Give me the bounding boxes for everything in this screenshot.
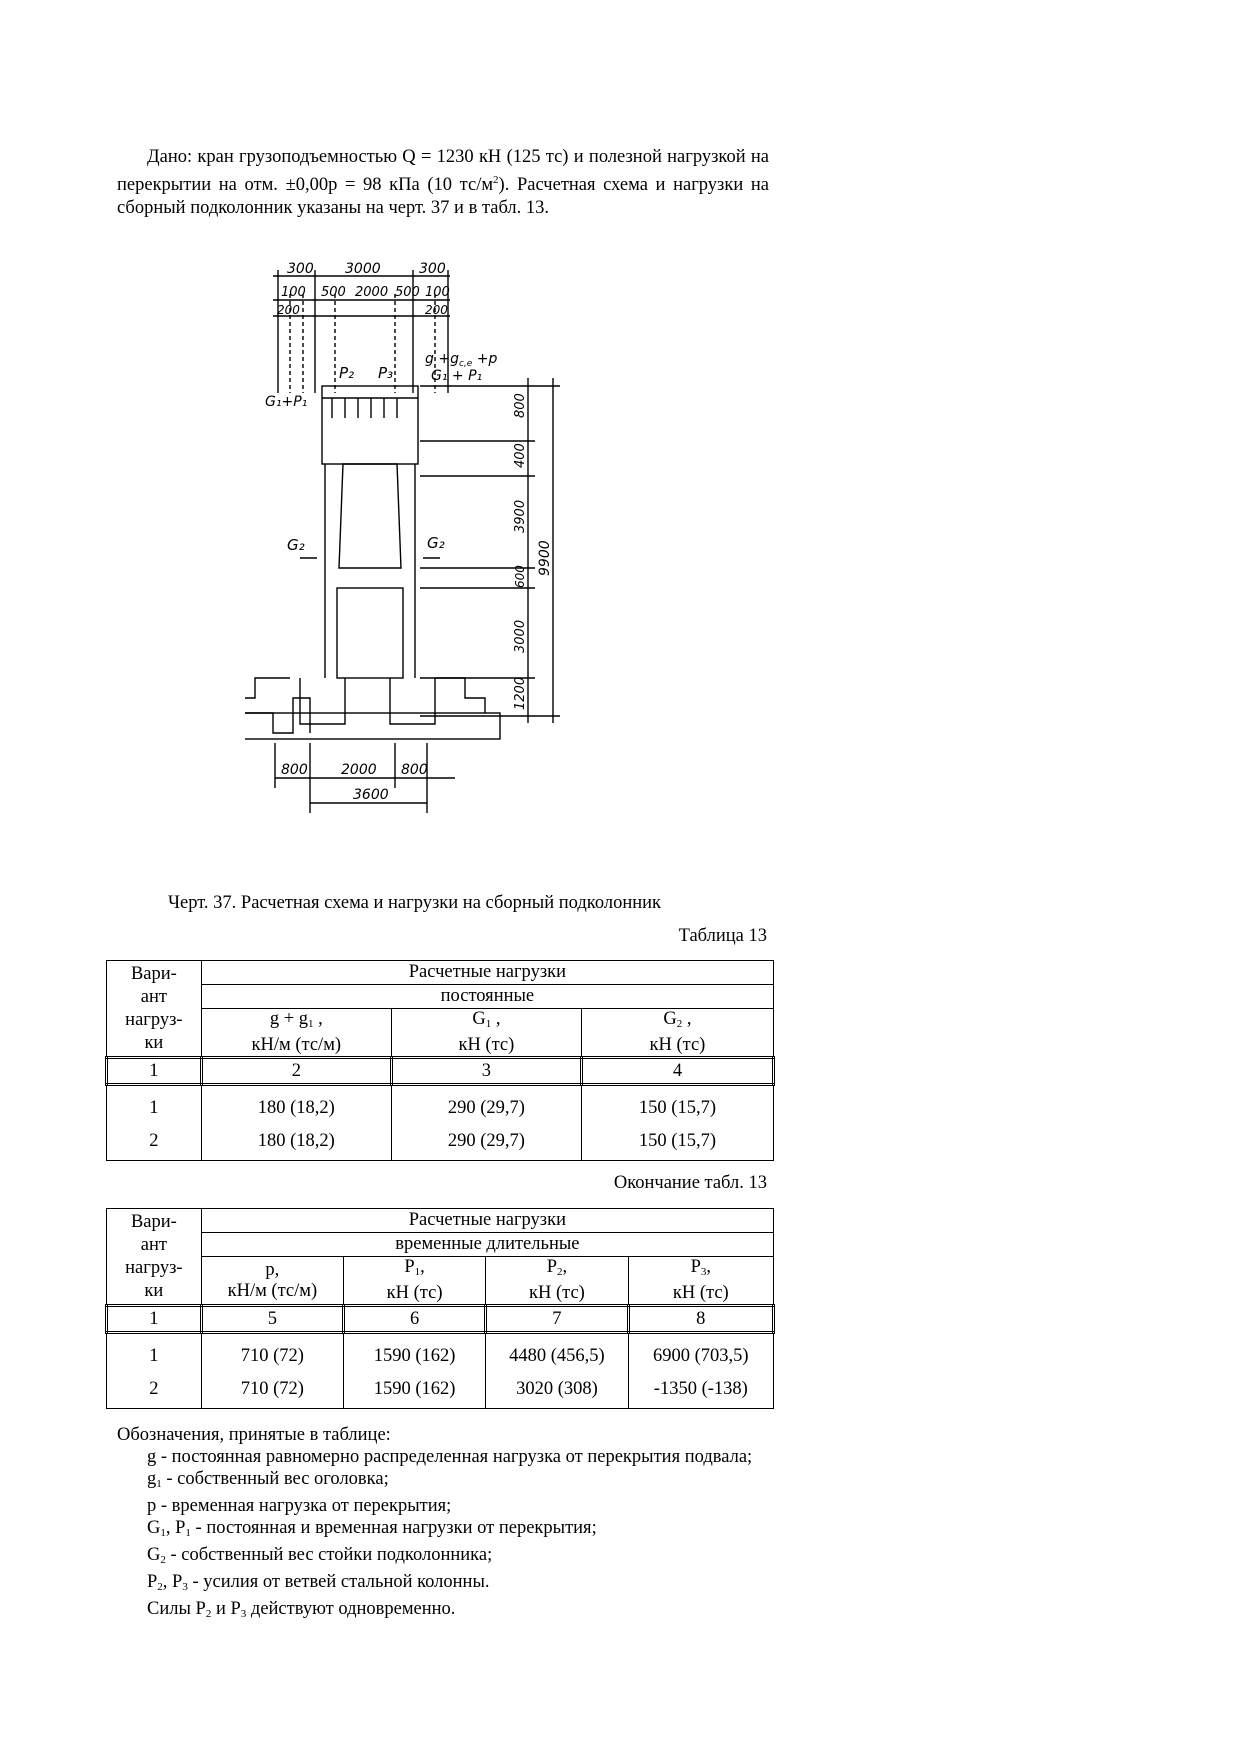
intro-paragraph: Дано: кран грузоподъемностью Q = 1230 кН (125 тс) и полезной нагрузкой на перекрытии на отм. ±0,00р = 98 кПа (10 $тс/м^2$). Расчетная схема и нагрузки на сборный подколонник указаны на черт. 37 и в табл. 13. (117, 147, 769, 218)
table-row: 1 710 (72) 1590 (162) 4480 (456,5) 6900 (703,5) (107, 1333, 774, 1374)
figure-37-drawing (245, 258, 645, 878)
dim-300-left: 300 (287, 261, 314, 277)
legend-item-g: g - постоянная равномерно распределенная нагрузка от перекрытия подвала; (147, 1447, 753, 1467)
table-13-permanent (105, 960, 775, 1161)
dim-9900-total: 9900 (537, 540, 553, 576)
column-number-row: 1 2 3 4 (107, 1058, 774, 1085)
dim-800-right: 800 (513, 393, 528, 418)
stub-header: Вари- ант нагруз- ки (107, 1209, 202, 1306)
legend-item-G1P1: $G_1$, $P_1$ - постоянная и временная нагрузки от перекрытия; (147, 1518, 597, 1539)
stub-header: Вари- ант нагруз- ки (107, 961, 202, 1058)
legend-item-forces: Силы $P_2$ и $P_3$ действуют одновременно. (147, 1599, 456, 1620)
dim-3000: 3000 (345, 261, 381, 277)
dim-500-left: 500 (321, 285, 346, 300)
table13-label: Таблица 13 (678, 926, 767, 946)
col-header-P1: $P_1$, кН (тс) (343, 1257, 485, 1306)
dim-1200-right: 1200 (513, 676, 528, 710)
label-G1P1-left: G₁+P₁ (265, 394, 308, 410)
col-header-G1: $G_1$ , кН (тс) (391, 1009, 581, 1058)
dim-100-left: 100 (281, 285, 306, 300)
figure-caption: Черт. 37. Расчетная схема и нагрузки на сборный подколонник (168, 893, 662, 913)
label-G2-left: G₂ (287, 536, 305, 554)
table-row: 2 180 (18,2) 290 (29,7) 150 (15,7) (107, 1125, 774, 1161)
legend-title: Обозначения, принятые в таблице: (117, 1425, 391, 1445)
table13b-label: Окончание табл. 13 (613, 1173, 767, 1193)
legend-item-G2: $G_2$ - собственный вес стойки подколонника; (147, 1545, 493, 1566)
group-header: Расчетные нагрузки (201, 961, 773, 985)
label-G2-right: G₂ (427, 534, 445, 552)
group-header: Расчетные нагрузки (201, 1209, 773, 1233)
dim-800-bottom-right: 800 (401, 762, 428, 778)
dim-300-right: 300 (419, 261, 446, 277)
dim-3900-right: 3900 (513, 499, 528, 533)
col-header-G2: $G_2$ , кН (тс) (581, 1009, 773, 1058)
dim-400-right: 400 (513, 443, 528, 468)
col-header-p: p, кН/м (тс/м) (201, 1257, 343, 1306)
dim-2000-top: 2000 (355, 285, 389, 300)
dim-600-right: 600 (513, 565, 527, 588)
dim-500-right: 500 (395, 285, 420, 300)
col-header-P3: $P_3$, кН (тс) (628, 1257, 773, 1306)
col-header-g: $g + g_1$ , кН/м (тс/м) (201, 1009, 391, 1058)
dim-3000-right: 3000 (513, 619, 528, 653)
legend-item-p: p - временная нагрузка от перекрытия; (147, 1496, 452, 1516)
legend-notes (117, 1424, 769, 1625)
label-G1P1-right: G₁ + P₁ (431, 368, 483, 384)
dim-3600-bottom: 3600 (353, 787, 389, 803)
dim-800-bottom-left: 800 (281, 762, 308, 778)
dim-100-right: 100 (425, 285, 450, 300)
dim-200-left: 200 (277, 303, 300, 317)
legend-item-P2P3: $P_2$, $P_3$ - усилия от ветвей стальной колонны. (147, 1572, 490, 1593)
table-13-temporary (105, 1208, 775, 1409)
column-number-row: 1 5 6 7 8 (107, 1306, 774, 1333)
label-g-gce-p: $g +g_{c,e} +p$ (425, 351, 498, 369)
label-P3: P₃ (378, 364, 394, 382)
table-row: 1 180 (18,2) 290 (29,7) 150 (15,7) (107, 1085, 774, 1126)
dim-2000-bottom: 2000 (341, 762, 377, 778)
subgroup-header: постоянные (201, 985, 773, 1009)
col-header-P2: $P_2$, кН (тс) (486, 1257, 628, 1306)
dim-200-right: 200 (425, 303, 448, 317)
table-row: 2 710 (72) 1590 (162) 3020 (308) -1350 (-138) (107, 1373, 774, 1409)
podkolonnik-scheme (245, 258, 645, 878)
label-P2: P₂ (339, 364, 355, 382)
legend-item-g1: $g_1$ - собственный вес оголовка; (147, 1469, 389, 1490)
subgroup-header: временные длительные (201, 1233, 773, 1257)
